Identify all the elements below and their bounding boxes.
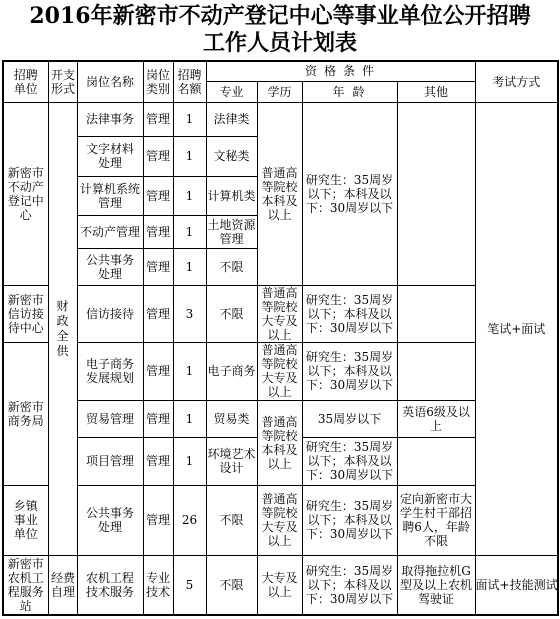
header-major: 专业	[206, 81, 257, 102]
table-row	[3, 285, 558, 342]
position-major: 不限	[206, 285, 257, 342]
unit-name-text: 乡镇事业单位	[13, 499, 38, 541]
position-major: 不限	[206, 485, 257, 555]
position-quota: 26	[173, 485, 206, 555]
position-quota: 1	[173, 437, 206, 485]
funding-type	[48, 555, 77, 615]
position-name: 贸易管理	[77, 400, 143, 437]
position-name-text: 农机工程技术服务	[85, 570, 134, 599]
header-funding	[48, 61, 77, 102]
position-name	[77, 176, 143, 215]
position-major: 土地资源管理	[206, 215, 257, 248]
education-requirement: 普通高等院校大专及以上	[257, 285, 302, 342]
recruitment-plan-table	[2, 60, 559, 616]
position-major: 电子商务	[206, 342, 257, 400]
position-major: 文秘类	[206, 136, 257, 176]
education-requirement: 普通高等院校本科及以上	[257, 400, 302, 485]
position-name	[77, 136, 143, 176]
funding-type	[48, 102, 77, 555]
age-requirement: 研究生：35周岁以下；本科及以下：30周岁以下	[302, 485, 397, 555]
table-row	[3, 342, 558, 400]
position-category: 管理	[143, 102, 173, 136]
exam-method: 面试+技能测试	[475, 555, 558, 615]
other-requirement-empty	[397, 102, 475, 285]
document-title	[0, 3, 560, 57]
other-requirement: 定向新密市大学生村干部招聘6人，年龄不限	[397, 485, 475, 555]
table-row	[3, 400, 558, 437]
position-quota: 1	[173, 342, 206, 400]
other-requirement: 取得拖拉机G型及以上农机驾驶证	[397, 555, 475, 615]
education-requirement: 大专及以上	[257, 555, 302, 615]
table-row	[3, 555, 558, 615]
header-funding-text: 开支形式	[50, 67, 75, 96]
header-exam: 考试方式	[475, 61, 558, 102]
table-row	[3, 102, 558, 136]
position-quota: 1	[173, 102, 206, 136]
education-requirement: 普通高等院校本科及以上	[257, 102, 302, 285]
position-quota: 1	[173, 176, 206, 215]
position-name: 法律事务	[77, 102, 143, 136]
position-category: 管理	[143, 285, 173, 342]
position-name: 项目管理	[77, 437, 143, 485]
other-requirement-empty	[397, 437, 475, 485]
header-unit-text: 招聘单位	[13, 67, 38, 96]
position-category: 管理	[143, 248, 173, 285]
position-category: 管理	[143, 485, 173, 555]
header-education: 学历	[257, 81, 302, 102]
position-name	[77, 248, 143, 285]
position-major: 贸易类	[206, 400, 257, 437]
position-quota: 1	[173, 400, 206, 437]
unit-name: 新密市农机工程服务站	[3, 555, 48, 615]
unit-name: 新密市信访接待中心	[3, 285, 48, 342]
position-major: 环境艺术设计	[206, 437, 257, 485]
position-name-text: 公共事务处理	[85, 252, 134, 281]
table-row	[3, 485, 558, 555]
unit-name: 新密市不动产登记中心	[3, 102, 48, 285]
header-position: 岗位名称	[77, 61, 143, 102]
education-requirement: 普通高等院校大专及以上	[257, 485, 302, 555]
age-requirement: 研究生：35周岁以下；本科及以下：30周岁以下	[302, 437, 397, 485]
header-other: 其他	[397, 81, 475, 102]
position-quota: 3	[173, 285, 206, 342]
position-quota: 1	[173, 248, 206, 285]
header-age: 年龄	[302, 81, 397, 102]
age-requirement: 35周岁以下	[302, 400, 397, 437]
position-category: 专业技术	[143, 555, 173, 615]
position-quota: 1	[173, 136, 206, 176]
position-name-text: 电子商务发展规划	[85, 357, 134, 385]
position-name-text: 计算机系统管理	[79, 181, 140, 210]
other-requirement-empty	[397, 285, 475, 342]
position-name-text: 文字材料处理	[85, 142, 134, 170]
exam-method: 笔试+面试	[475, 102, 558, 555]
position-major: 不限	[206, 248, 257, 285]
position-name	[77, 342, 143, 400]
position-name: 信访接待	[77, 285, 143, 342]
funding-type-text: 财政全供	[56, 298, 69, 358]
position-category: 管理	[143, 215, 173, 248]
other-requirement: 英语6级及以上	[397, 400, 475, 437]
position-category: 管理	[143, 136, 173, 176]
header-unit	[3, 61, 48, 102]
age-requirement: 研究生：35周岁以下；本科及以下：30周岁以下	[302, 342, 397, 400]
position-quota: 1	[173, 215, 206, 248]
title-line-2: 工作人员计划表	[202, 30, 357, 56]
funding-type-text: 经费自理	[50, 570, 75, 599]
age-requirement: 研究生：35周岁以下；本科及以下：30周岁以下	[302, 285, 397, 342]
position-name	[77, 555, 143, 615]
other-requirement-empty	[397, 342, 475, 400]
header-category: 岗位类别	[143, 61, 173, 102]
header-row-1	[3, 61, 558, 81]
position-category: 管理	[143, 437, 173, 485]
position-name	[77, 485, 143, 555]
position-category: 管理	[143, 400, 173, 437]
position-major: 计算机类	[206, 176, 257, 215]
unit-name	[3, 485, 48, 555]
position-quota: 5	[173, 555, 206, 615]
position-name-text: 公共事务处理	[85, 506, 134, 534]
position-category: 管理	[143, 342, 173, 400]
education-requirement: 普通高等院校大专及以上	[257, 342, 302, 400]
age-requirement: 研究生：35周岁以下；本科及以下：30周岁以下	[302, 102, 397, 285]
unit-name: 新密市商务局	[3, 342, 48, 485]
header-qualifications: 资格条件	[206, 61, 475, 81]
position-category: 管理	[143, 176, 173, 215]
position-major: 法律类	[206, 102, 257, 136]
header-quota: 招聘名额	[173, 61, 206, 102]
title-line-1: 2016年新密市不动产登记中心等事业单位公开招聘	[29, 3, 531, 29]
age-requirement: 研究生：35周岁以下；本科及以下：30周岁以下	[302, 555, 397, 615]
position-major: 不限	[206, 555, 257, 615]
position-name: 不动产管理	[77, 215, 143, 248]
